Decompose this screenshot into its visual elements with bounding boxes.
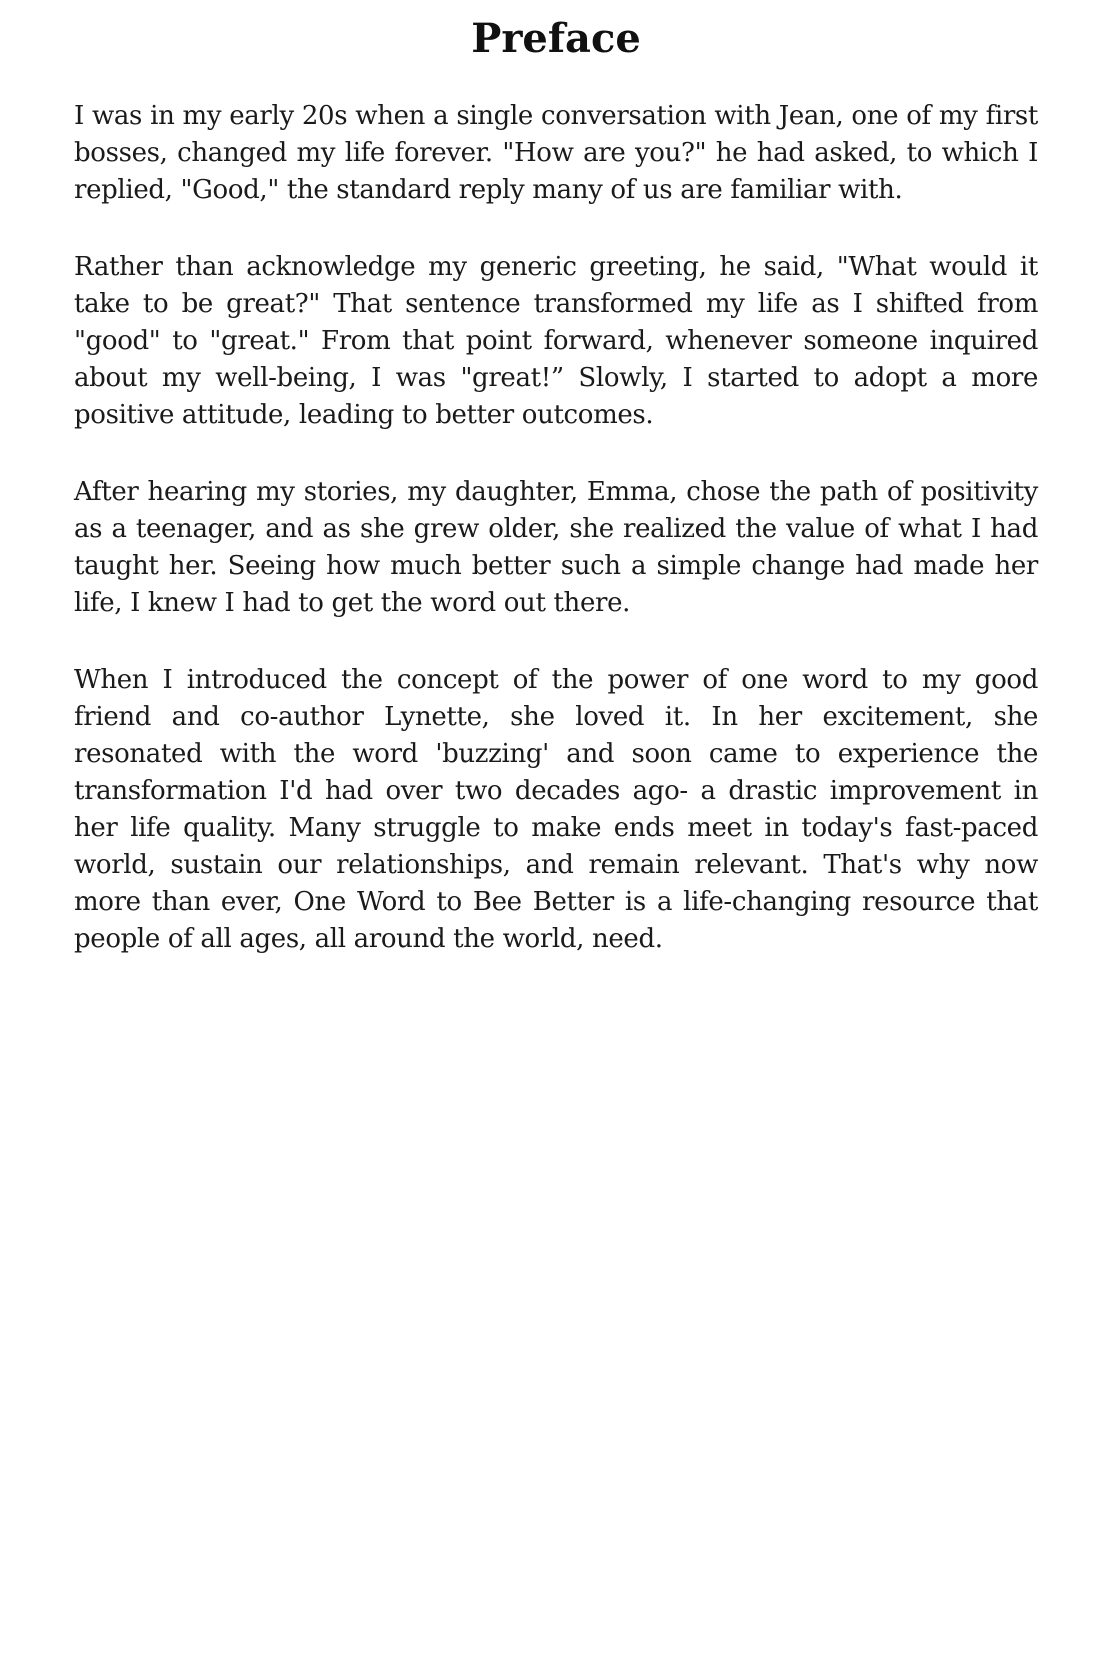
- paragraph-4: When I introduced the concept of the power of one word to my good friend and co-author Lynette, she loved it. In her excitement, she resonated with the word 'buzzing' and soon came to experience the transformation I'd had over two decades ago- a drastic improvement in her life quality. Many struggle to make ends meet in today's fast-paced world, sustain our relationships, and remain relevant. That's why now more than ever, One Word to Bee Better is a life-changing resource that people of all ages, all around the world, need.: [74, 665, 1038, 954]
- body-text: [74, 98, 1038, 998]
- page-title: Preface: [471, 15, 641, 62]
- paragraph-2: Rather than acknowledge my generic greeting, he said, "What would it take to be great?" That sentence transformed my life as I shifted from "good" to "great." From that point forward, whenever someone inquired about my well-being, I was "great!” Slowly, I started to adopt a more positive attitude, leading to better outcomes.: [74, 252, 1038, 430]
- paragraph-1: I was in my early 20s when a single conversation with Jean, one of my first bosses, changed my life forever. "How are you?" he had asked, to which I replied, "Good," the standard reply many of us are familiar with.: [74, 101, 1038, 205]
- paragraph-3: After hearing my stories, my daughter, Emma, chose the path of positivity as a teenager, and as she grew older, she realized the value of what I had taught her. Seeing how much better such a simple change had made her life, I knew I had to get the word out there.: [74, 477, 1038, 618]
